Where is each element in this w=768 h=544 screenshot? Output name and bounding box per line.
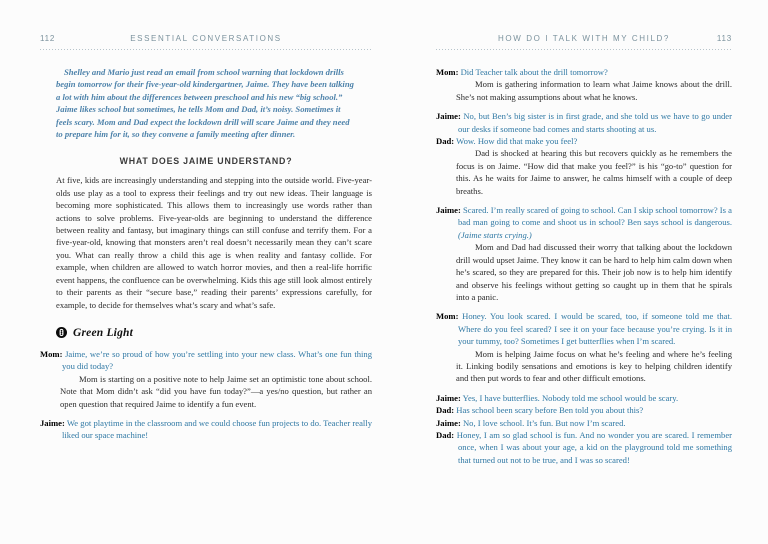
page-112 [40,34,372,466]
dialogue-line [40,348,372,373]
speaker-label: Jaime: [436,205,461,216]
speaker-label: Mom: [436,311,459,322]
speech-text: Jaime, we’re so proud of how you’re settling into your new class. What’s one fun thing you did today? [62,348,372,372]
dialogue-list [40,348,372,442]
dialogue-line [436,204,732,241]
speaker-label: Mom: [40,348,63,359]
dialogue-line [436,392,732,404]
dialogue-entry [40,417,372,442]
explanation-note: Mom is helping Jaime focus on what he’s feeling and where he’s feeling it. Linking bodily sensations and emotions is key to helping children identify and then put words to fear and other difficult emotions. [456,348,732,384]
speech-text: We got playtime in the classroom and we could choose fun projects to do. Teacher really liked our space machine! [62,417,372,441]
dialogue-entry [436,417,732,429]
speech-text: Wow. How did that make you feel? [454,136,578,147]
speaker-label: Jaime: [40,417,65,428]
speech-text: Yes, I have butterflies. Nobody told me school would be scary. [460,392,679,403]
header-rule [40,49,372,51]
dialogue-entry [436,404,732,416]
running-head: HOW DO I TALK WITH MY CHILD? [498,34,670,43]
dialogue-entry [436,392,732,404]
green-light-label: Green Light [73,326,134,339]
speech-text: Honey. You look scared. I would be scared, too, if someone told me that. Where do you feel scared? I see it on your face because you’re crying. Is it in your tummy, too? Sometimes I get butterflies when I’m scared. [458,311,732,347]
dialogue-line [436,110,732,135]
dialogue-line [436,404,732,416]
speech-text: Has school been scary before Ben told you about this? [454,405,644,416]
page-header [40,34,372,46]
explanation-note: Mom and Dad had discussed their worry that talking about the lockdown drill would upset Jaime. They know it can be hard to help him calm down when he’s scared, so they are prepared for this. Their job now is to help him identify and observe his feelings without getting so caught up in them that he spirals into a panic. [456,242,732,302]
dialogue-line [436,135,732,147]
speech-text: No, I love school. It’s fun. But now I’m scared. [460,417,626,428]
speaker-label: Dad: [436,405,455,416]
traffic-light-icon [56,327,67,338]
dialogue-list [436,66,732,466]
speaker-label: Jaime: [436,392,461,403]
explanation-note: Dad is shocked at hearing this but recovers quickly as he remembers the focus is on Jaime. “How did that make you feel?” is his “go-to” question for this. As he waits for Jaime to answer, he calms himself with a couple of deep breaths. [456,148,732,196]
header-rule [436,49,732,51]
body-paragraph: At five, kids are increasingly understanding and stepping into the outside world. Five-year-olds use play as a tool to express their feelings and try out new ideas. Their language is becoming more sophisticated. This allows them to increasingly use words rather than actions to solve problems. Five-year-olds are beginning to understand the difference between reality and fantasy, but imaginary things can still confuse and terrify them. For a five-year-old, knowing that monsters aren’t real doesn’t necessarily mean they can’t scare you. What can really throw a child this age is when reality and fantasy collide. For example, when children are allowed to watch horror movies, and then a real-life horrific event happens, the confluence can be overwhelming. Kids this age still look almost entirely to their parents as their “secure base,” reading their parents’ expressions carefully, for example, to decide for themselves what’s scary and what’s safe. [56,175,372,310]
speaker-label: Mom: [436,67,459,77]
speaker-label: Jaime: [436,417,461,428]
explanation-note: Mom is starting on a positive note to help Jaime set an optimistic tone about school. Note that Mom didn’t ask “did you have fun today?”—a yes/no question, but rather an open question that required Jaime to identify a fun event. [60,373,372,409]
dialogue-entry [436,310,732,384]
speech-text: Did Teacher talk about the drill tomorrow? [458,67,608,77]
green-light-heading [56,327,372,339]
explanation-note: Mom is gathering information to learn what Jaime knows about the drill. She’s not making assumptions about what he knows. [456,79,732,102]
running-head: ESSENTIAL CONVERSATIONS [130,34,282,43]
stage-direction: (Jaime starts crying.) [458,229,532,240]
dialogue-entry [436,429,732,466]
speaker-label: Dad: [436,429,455,440]
dialogue-line [436,417,732,429]
page-113 [436,34,732,466]
dialogue-entry [436,110,732,135]
dialogue-entry [40,348,372,410]
page-header [436,34,732,46]
dialogue-entry [436,66,732,103]
dialogue-line [436,429,732,466]
scenario-intro: Shelley and Mario just read an email from school warning that lockdown drills begin tomorrow for their five-year-old kindergartner, Jaime. They have been talking a lot with him about the differences between preschool and his new “big school.” Jaime likes school but sometimes, he tells Mom and Dad, it’s noisy. Sometimes it feels scary. Mom and Dad expect the lockdown drill will scare Jaime and they need to prepare him for it, so they convene a family meeting after dinner. [56,67,354,140]
dialogue-entry [436,135,732,197]
page-number: 113 [716,34,732,43]
dialogue-line [40,417,372,442]
speech-text: Honey, I am so glad school is fun. And no wonder you are scared. I remember once, when I was about your age, a kid on the playground told me something that turned out not to be true, and I was so scared! [454,429,732,465]
speech-text: No, but Ben’s big sister is in first grade, and she told us we have to go under our desks if someone bad comes and starts shooting at us. [458,111,732,134]
speaker-label: Dad: [436,136,455,147]
dialogue-entry [436,204,732,303]
speech-text: Scared. I’m really scared of going to school. Can I skip school tomorrow? Is a bad man going to come and shoot us in school? Ben says school is dangerous. [458,205,732,228]
speaker-label: Jaime: [436,111,461,122]
dialogue-line [436,310,732,347]
page-number: 112 [40,34,56,43]
dialogue-line [436,66,732,78]
section-heading: WHAT DOES JAIME UNDERSTAND? [119,156,293,167]
